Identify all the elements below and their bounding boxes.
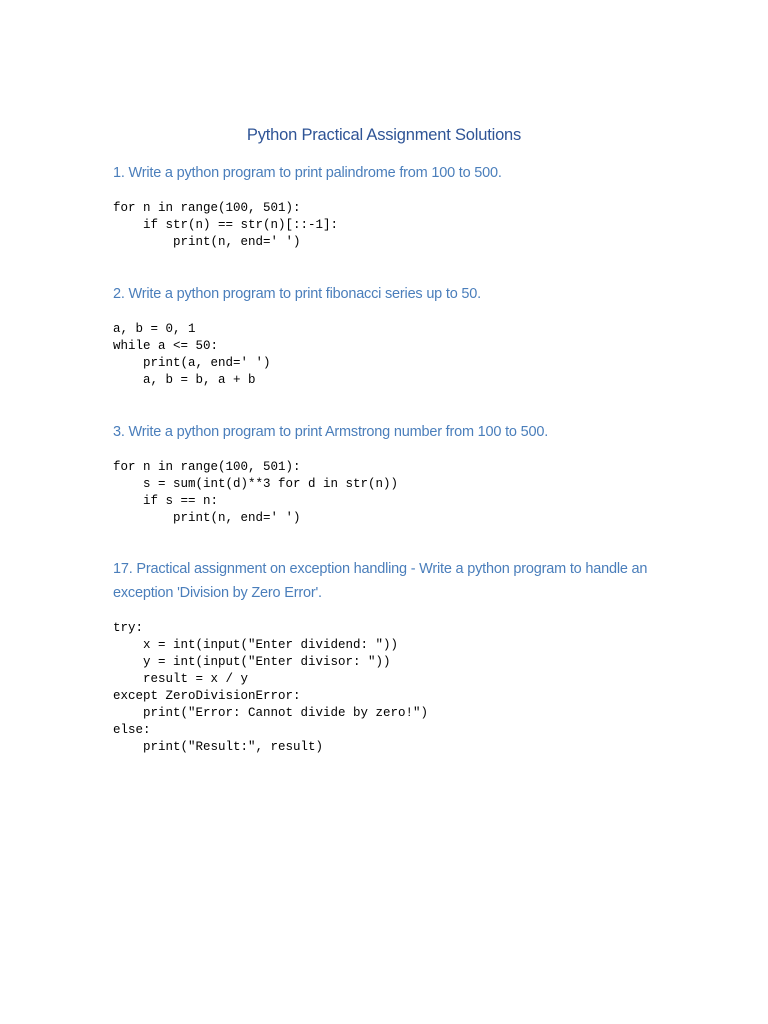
code-line: print("Error: Cannot divide by zero!"): [113, 706, 429, 720]
code-line: result = x / y: [113, 672, 249, 686]
section-heading: 2. Write a python program to print fibonacci series up to 50.: [113, 286, 481, 302]
code-line: s = sum(int(d)**3 for d in str(n)): [113, 477, 399, 491]
code-line: a, b = b, a + b: [113, 373, 256, 387]
code-line: try:: [113, 621, 144, 635]
section-heading: 1. Write a python program to print palindrome from 100 to 500.: [113, 165, 502, 181]
code-line: print(a, end=' '): [113, 356, 271, 370]
code-line: else:: [113, 723, 151, 737]
code-block: [113, 459, 398, 527]
code-line: if s == n:: [113, 494, 219, 508]
code-line: for n in range(100, 501):: [113, 460, 301, 474]
code-line: x = int(input("Enter dividend: ")): [113, 638, 399, 652]
code-line: except ZeroDivisionError:: [113, 689, 301, 703]
section-heading: 3. Write a python program to print Armstrong number from 100 to 500.: [113, 424, 549, 440]
code-line: print("Result:", result): [113, 740, 324, 754]
code-block: [113, 620, 428, 756]
code-line: a, b = 0, 1: [113, 322, 196, 336]
code-line: while a <= 50:: [113, 339, 219, 353]
code-line: if str(n) == str(n)[::-1]:: [113, 218, 339, 232]
code-line: y = int(input("Enter divisor: ")): [113, 655, 391, 669]
document-title: Python Practical Assignment Solutions: [246, 126, 522, 144]
code-line: for n in range(100, 501):: [113, 201, 301, 215]
code-block: [113, 321, 271, 389]
code-line: print(n, end=' '): [113, 511, 301, 525]
code-line: print(n, end=' '): [113, 235, 301, 249]
code-block: [113, 200, 338, 251]
section-heading: 17. Practical assignment on exception handling - Write a python program to handle an exception 'Division by Zero Error'.: [113, 561, 648, 601]
